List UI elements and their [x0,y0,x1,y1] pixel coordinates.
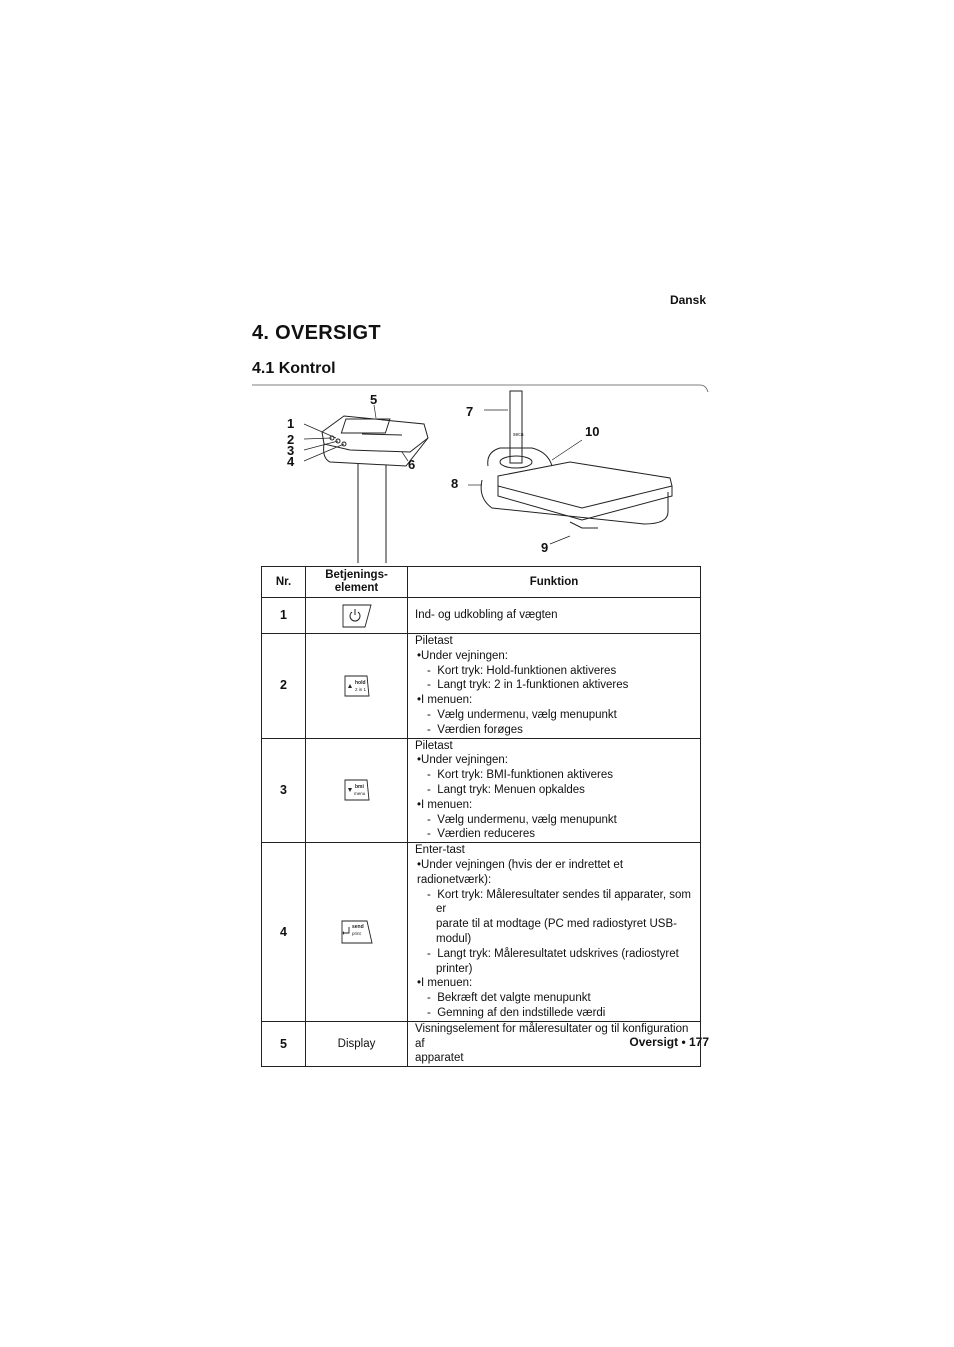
key-label-print: print [351,930,361,936]
key-label-send: send [351,923,364,930]
function-line: Visningselement for måleresultater og til konfiguration af [415,1022,689,1050]
table-row [262,634,701,739]
section-title: 4.1 Kontrol [252,360,336,377]
row-number: 3 [262,738,306,843]
row-element [306,738,408,843]
key-label-menu: menu [353,791,365,797]
function-bullet: • Under vejningen: [415,753,697,768]
callout-1: 1 [287,416,295,431]
function-bullet: • I menuen: [415,798,697,813]
callout-4: 4 [287,454,295,469]
function-subitem: - Langt tryk: 2 in 1-funktionen aktiveres [424,678,697,693]
row-number: 2 [262,634,306,739]
key-label-2in1: 2 in 1 [354,686,366,692]
language-label: Dansk [669,293,706,307]
function-subitem-continued: printer) [436,962,473,975]
row-number: 1 [262,598,306,634]
function-subitem: - Bekræft det valgte menupunkt [424,991,697,1006]
callout-10: 10 [585,424,600,439]
table-row [262,843,701,1022]
function-subitem-continued: parate til at modtage (PC med radiostyret USB- [436,918,677,931]
function-subitem: - Vælg undermenu, vælg menupunkt [424,708,697,723]
function-line: Ind- og udkobling af vægten [415,609,558,622]
floor-scale-drawing [468,391,672,544]
function-line: Piletast [415,739,453,752]
function-subitem: - Værdien reduceres [424,827,697,842]
function-subitem: - Kort tryk: Hold-funktionen aktiveres [424,664,697,679]
row-number: 4 [262,843,306,1022]
row-function [408,738,701,843]
scale-overview-figure [252,388,712,568]
callout-7: 7 [466,404,474,419]
function-subitem: - Gemning af den indstillede værdi [424,1006,697,1021]
function-subitem: - Værdien forøges [424,723,697,738]
table-header-row [262,567,701,598]
control-unit-drawing [304,405,428,563]
power-key-icon [341,604,373,628]
function-bullet: • I menuen: [415,693,697,708]
table-row [262,598,701,634]
callout-3: 3 [287,443,295,458]
function-bullet: • I menuen: [415,976,697,991]
function-subitem: - Langt tryk: Måleresultatet udskrives (radiostyret [424,947,697,962]
callout-5: 5 [370,392,378,407]
chapter-title: 4. OVERSIGT [252,322,381,344]
function-bullet: • Under vejningen (hvis der er indrettet et radionetværk): [415,858,697,888]
function-subitem: - Langt tryk: Menuen opkaldes [424,783,697,798]
function-line: Enter-tast [415,844,465,857]
header-element: Betjenings- element [306,567,408,598]
header-nr: Nr. [262,567,306,598]
row-element-text: Display [306,1021,408,1066]
function-subitem-continued: modul) [436,932,472,945]
down-bmi-key-icon [344,779,370,801]
callout-6: 6 [408,457,416,472]
row-element [306,634,408,739]
function-bullet: • Under vejningen: [415,649,697,664]
function-subitem: - Kort tryk: BMI-funktionen aktiveres [424,768,697,783]
brand-mark: seca [513,432,524,438]
row-function [408,843,701,1022]
row-number: 5 [262,1021,306,1066]
enter-send-key-icon [341,920,373,944]
table-row [262,738,701,843]
function-subitem: - Vælg undermenu, vælg menupunkt [424,813,697,828]
row-function [408,598,701,634]
row-element [306,843,408,1022]
row-function [408,634,701,739]
callout-2: 2 [287,432,295,447]
row-element [306,598,408,634]
controls-table [261,566,701,1067]
key-label-bmi: bmi [354,784,364,791]
page-footer: Oversigt • 177 [629,1035,709,1049]
callout-8: 8 [451,476,459,491]
key-label-hold: hold [354,679,366,686]
header-function: Funktion [408,567,701,598]
function-subitem: - Kort tryk: Måleresultater sendes til apparater, som er [424,888,697,918]
function-line: Piletast [415,635,453,647]
function-line: apparatet [415,1052,464,1065]
up-hold-key-icon [344,675,370,697]
callout-9: 9 [541,540,549,555]
